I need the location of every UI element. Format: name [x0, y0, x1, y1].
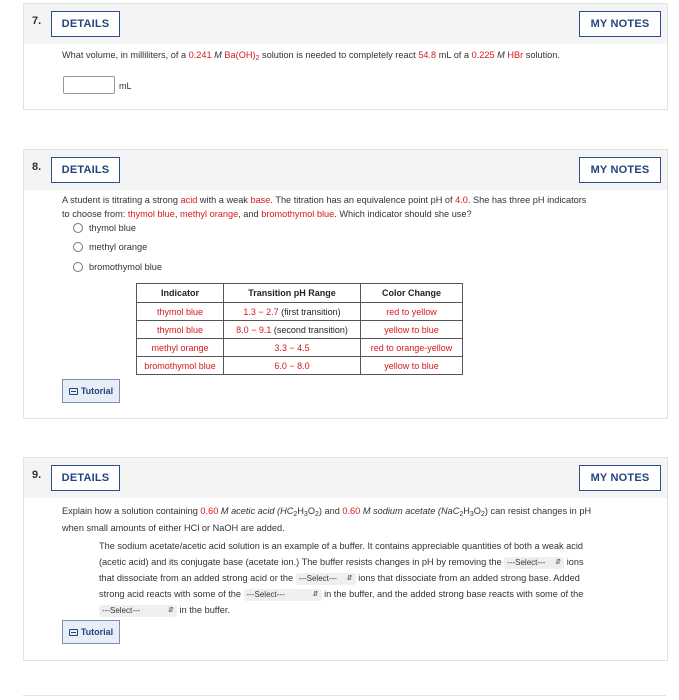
question-7: [23, 3, 668, 110]
option-bromothymol-blue[interactable]: [73, 262, 162, 272]
radio-button[interactable]: [73, 242, 83, 252]
indicator-table: [136, 283, 463, 375]
question-9-prompt: Explain how a solution containing 0.60 M acetic acid $(HC_2H_3O_2)$ and 0.60 M sodium acetate $(NaC_2H_3O_2)$ can resist changes in pH when small amounts of either HCl or NaOH are added.: [62, 506, 592, 533]
cell-color: yellow to blue: [361, 321, 463, 339]
tutorial-icon: [69, 629, 78, 636]
details-button[interactable]: DETAILS: [51, 11, 120, 37]
select-arrow-icon: ⇵: [555, 558, 562, 566]
next-question-border: [23, 695, 666, 696]
tutorial-icon: [69, 388, 78, 395]
details-button[interactable]: DETAILS: [51, 157, 120, 183]
cell-indicator: thymol blue: [137, 303, 224, 321]
cell-color: red to yellow: [361, 303, 463, 321]
cell-range: 8.0 − 9.1 (second transition): [224, 321, 361, 339]
question-9-header: [24, 458, 667, 498]
column-header-indicator: Indicator: [137, 284, 224, 303]
details-button[interactable]: DETAILS: [51, 465, 120, 491]
table-row: [137, 321, 463, 339]
tutorial-label: Tutorial: [80, 386, 114, 396]
buffer-explanation: The sodium acetate/acetic acid solution is an example of a buffer. It contains appreciable quantities of both a weak acid (acetic acid) and its conjugate base (acetate ion.) The buffer resists changes in pH by removing the ---Select--- ⇵ ions that dissociate from an added strong acid or the ---Select--- ⇵ ions that dissociate from an added strong base. Added strong acid reacts with some of the ---Select--- ⇵ in the buffer, and the added strong base reacts with some of the ---Select--- ⇵ in the buffer.: [99, 538, 645, 618]
option-methyl-orange[interactable]: [73, 242, 147, 252]
cell-color: yellow to blue: [361, 357, 463, 375]
my-notes-button[interactable]: MY NOTES: [579, 11, 661, 37]
radio-button[interactable]: [73, 262, 83, 272]
question-number: 9.: [32, 469, 42, 481]
select-arrow-icon: ⇵: [346, 574, 353, 582]
cell-indicator: methyl orange: [137, 339, 224, 357]
question-8: [23, 149, 668, 419]
option-label: thymol blue: [89, 223, 136, 233]
tutorial-label: Tutorial: [80, 627, 114, 637]
question-8-header: [24, 150, 667, 190]
my-notes-button[interactable]: MY NOTES: [579, 157, 661, 183]
question-9: [23, 457, 668, 661]
select-dropdown-3[interactable]: ---Select--- ⇵: [244, 589, 322, 601]
table-row: [137, 303, 463, 321]
table-row: [137, 339, 463, 357]
table-header-row: [137, 284, 463, 303]
tutorial-button[interactable]: [62, 620, 120, 644]
volume-unit-label: mL: [119, 81, 132, 91]
cell-range: 1.3 − 2.7 (first transition): [224, 303, 361, 321]
question-number: 8.: [32, 161, 42, 173]
select-dropdown-2[interactable]: ---Select--- ⇵: [296, 573, 356, 585]
column-header-color: Color Change: [361, 284, 463, 303]
select-arrow-icon: ⇵: [168, 606, 174, 614]
select-arrow-icon: ⇵: [312, 590, 319, 598]
option-thymol-blue[interactable]: [73, 223, 136, 233]
radio-button[interactable]: [73, 223, 83, 233]
my-notes-button[interactable]: MY NOTES: [579, 465, 661, 491]
cell-color: red to orange-yellow: [361, 339, 463, 357]
tutorial-button[interactable]: [62, 379, 120, 403]
option-label: bromothymol blue: [89, 262, 163, 272]
select-dropdown-1[interactable]: ---Select--- ⇵: [504, 557, 564, 569]
cell-indicator: thymol blue: [137, 321, 224, 339]
cell-range: 6.0 − 8.0: [224, 357, 361, 375]
option-label: methyl orange: [89, 242, 148, 252]
question-7-header: [24, 4, 667, 44]
table-row: [137, 357, 463, 375]
volume-answer-input[interactable]: [63, 76, 115, 94]
question-number: 7.: [32, 15, 42, 27]
question-8-prompt: A student is titrating a strong acid with a weak base. The titration has an equivalence point pH of 4.0. She has three pH indicators to choose from: thymol blue, methyl orange, and bromothymol blue. Which indicator should she use?: [62, 195, 587, 219]
cell-range: 3.3 − 4.5: [224, 339, 361, 357]
question-7-prompt: What volume, in milliliters, of a 0.241 M $Ba(OH)_2$ solution is needed to completely react 54.8 mL of a 0.225 M HBr solution.: [62, 50, 560, 62]
cell-indicator: bromothymol blue: [137, 357, 224, 375]
column-header-range: Transition pH Range: [224, 284, 361, 303]
select-dropdown-4[interactable]: ---Select--- ⇵: [99, 605, 177, 617]
